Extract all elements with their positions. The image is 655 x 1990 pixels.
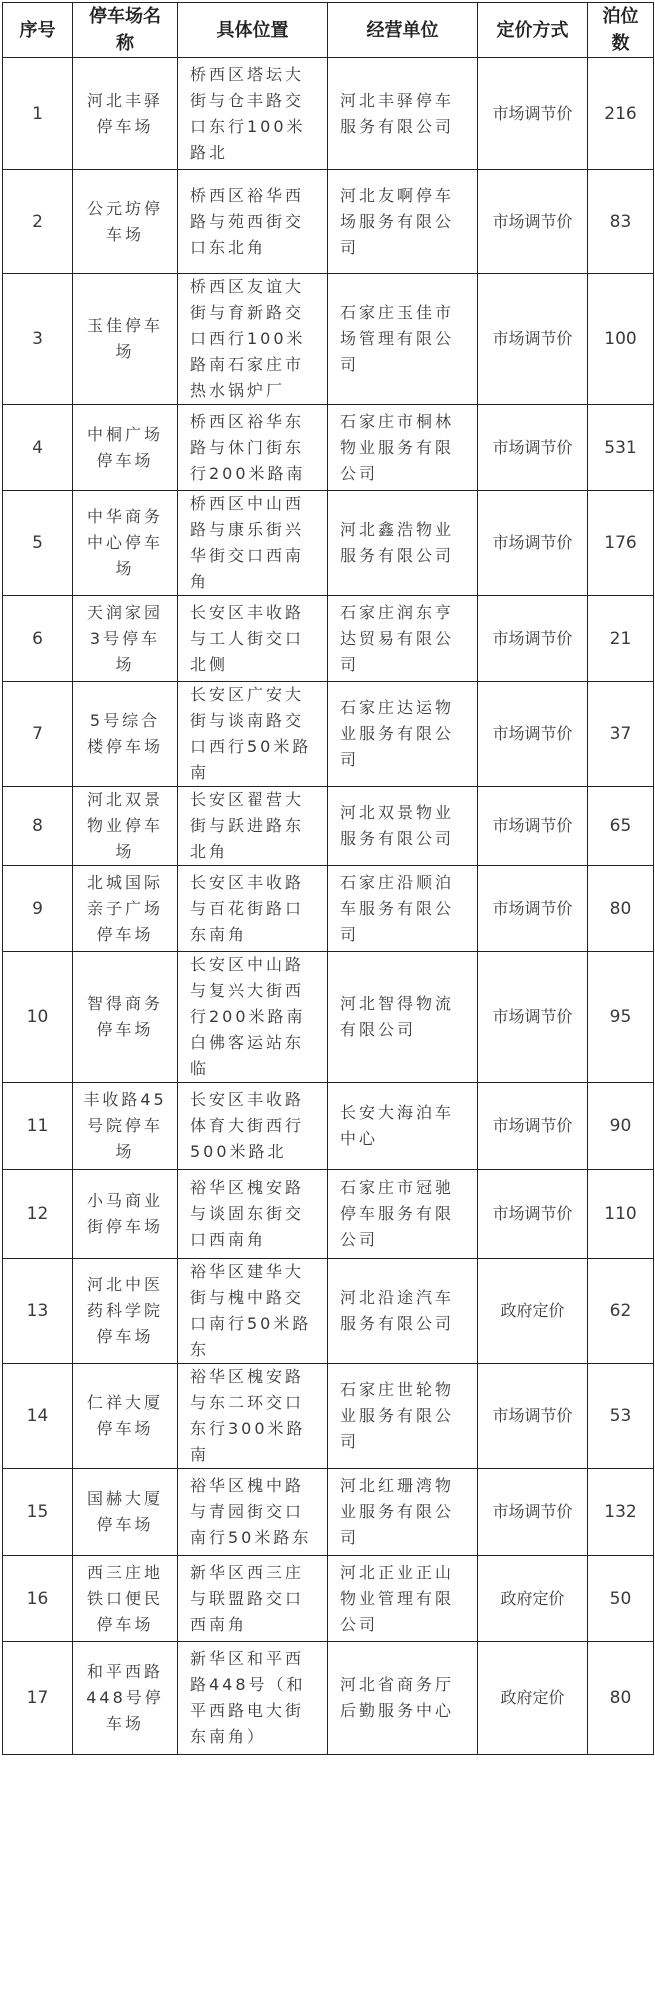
cell-spaces: 83: [588, 170, 654, 274]
cell-spaces: 80: [588, 1642, 654, 1755]
cell-serial: 16: [3, 1556, 73, 1642]
cell-operator: 石家庄玉佳市场管理有限公司: [328, 274, 478, 405]
header-location: 具体位置: [178, 3, 328, 58]
cell-pricing: 市场调节价: [478, 682, 588, 787]
cell-serial: 9: [3, 866, 73, 952]
cell-lot-name: 西三庄地铁口便民停车场: [73, 1556, 178, 1642]
cell-serial: 15: [3, 1469, 73, 1556]
cell-location: 长安区丰收路体育大街西行500米路北: [178, 1083, 328, 1170]
table-row: [3, 787, 654, 866]
table-row: [3, 596, 654, 682]
table-row: [3, 1556, 654, 1642]
cell-lot-name: 北城国际亲子广场停车场: [73, 866, 178, 952]
cell-location: 长安区丰收路与百花街路口东南角: [178, 866, 328, 952]
cell-pricing: 政府定价: [478, 1556, 588, 1642]
cell-lot-name: 河北中医药科学院停车场: [73, 1259, 178, 1364]
cell-location: 裕华区建华大街与槐中路交口南行50米路东: [178, 1259, 328, 1364]
cell-serial: 14: [3, 1364, 73, 1469]
cell-lot-name: 河北双景物业停车场: [73, 787, 178, 866]
cell-lot-name: 天润家园3号停车场: [73, 596, 178, 682]
table-row: [3, 274, 654, 405]
cell-lot-name: 小马商业街停车场: [73, 1170, 178, 1259]
cell-operator: 长安大海泊车中心: [328, 1083, 478, 1170]
cell-pricing: 市场调节价: [478, 596, 588, 682]
cell-serial: 1: [3, 58, 73, 170]
cell-operator: 石家庄市冠驰停车服务有限公司: [328, 1170, 478, 1259]
cell-location: 长安区广安大街与谈南路交口西行50米路南: [178, 682, 328, 787]
cell-pricing: 市场调节价: [478, 491, 588, 596]
cell-pricing: 市场调节价: [478, 787, 588, 866]
cell-spaces: 176: [588, 491, 654, 596]
cell-lot-name: 公元坊停车场: [73, 170, 178, 274]
cell-pricing: 市场调节价: [478, 1083, 588, 1170]
cell-serial: 2: [3, 170, 73, 274]
cell-operator: 河北省商务厅后勤服务中心: [328, 1642, 478, 1755]
table-row: [3, 1259, 654, 1364]
cell-lot-name: 和平西路448号停车场: [73, 1642, 178, 1755]
cell-location: 新华区和平西路448号（和平西路电大街东南角）: [178, 1642, 328, 1755]
cell-lot-name: 丰收路45号院停车场: [73, 1083, 178, 1170]
cell-lot-name: 中桐广场停车场: [73, 405, 178, 491]
cell-location: 桥西区塔坛大街与仓丰路交口东行100米路北: [178, 58, 328, 170]
cell-spaces: 95: [588, 952, 654, 1083]
cell-operator: 河北鑫浩物业服务有限公司: [328, 491, 478, 596]
table-row: [3, 1170, 654, 1259]
cell-operator: 河北沿途汽车服务有限公司: [328, 1259, 478, 1364]
table-row: [3, 1083, 654, 1170]
cell-spaces: 65: [588, 787, 654, 866]
cell-serial: 4: [3, 405, 73, 491]
cell-lot-name: 河北丰驿停车场: [73, 58, 178, 170]
cell-location: 长安区翟营大街与跃进路东北角: [178, 787, 328, 866]
cell-operator: 河北红珊湾物业服务有限公司: [328, 1469, 478, 1556]
cell-spaces: 50: [588, 1556, 654, 1642]
cell-spaces: 531: [588, 405, 654, 491]
cell-spaces: 53: [588, 1364, 654, 1469]
cell-pricing: 市场调节价: [478, 1469, 588, 1556]
cell-serial: 13: [3, 1259, 73, 1364]
cell-spaces: 90: [588, 1083, 654, 1170]
cell-pricing: 市场调节价: [478, 274, 588, 405]
cell-spaces: 100: [588, 274, 654, 405]
table-row: [3, 1642, 654, 1755]
cell-pricing: 市场调节价: [478, 1364, 588, 1469]
parking-lot-table: [2, 2, 654, 1755]
cell-lot-name: 国赫大厦停车场: [73, 1469, 178, 1556]
cell-location: 裕华区槐安路与谈固东街交口西南角: [178, 1170, 328, 1259]
header-lot-name: 停车场名称: [73, 3, 178, 58]
cell-lot-name: 智得商务停车场: [73, 952, 178, 1083]
table-row: [3, 491, 654, 596]
cell-lot-name: 中华商务中心停车场: [73, 491, 178, 596]
table-header-row: [3, 3, 654, 58]
table-row: [3, 682, 654, 787]
cell-operator: 河北正业正山物业管理有限公司: [328, 1556, 478, 1642]
cell-operator: 石家庄沿顺泊车服务有限公司: [328, 866, 478, 952]
header-operator: 经营单位: [328, 3, 478, 58]
cell-serial: 10: [3, 952, 73, 1083]
cell-pricing: 市场调节价: [478, 405, 588, 491]
cell-pricing: 市场调节价: [478, 952, 588, 1083]
cell-serial: 7: [3, 682, 73, 787]
cell-pricing: 市场调节价: [478, 866, 588, 952]
cell-serial: 5: [3, 491, 73, 596]
cell-serial: 12: [3, 1170, 73, 1259]
cell-operator: 河北友啊停车场服务有限公司: [328, 170, 478, 274]
cell-spaces: 132: [588, 1469, 654, 1556]
cell-spaces: 110: [588, 1170, 654, 1259]
cell-pricing: 市场调节价: [478, 1170, 588, 1259]
cell-serial: 3: [3, 274, 73, 405]
table-row: [3, 866, 654, 952]
header-serial: 序号: [3, 3, 73, 58]
cell-serial: 11: [3, 1083, 73, 1170]
cell-pricing: 政府定价: [478, 1259, 588, 1364]
cell-spaces: 37: [588, 682, 654, 787]
cell-location: 桥西区友谊大街与育新路交口西行100米路南石家庄市热水锅炉厂: [178, 274, 328, 405]
cell-location: 长安区中山路与复兴大街西行200米路南白佛客运站东临: [178, 952, 328, 1083]
table-row: [3, 405, 654, 491]
table-row: [3, 58, 654, 170]
table-row: [3, 952, 654, 1083]
cell-lot-name: 5号综合楼停车场: [73, 682, 178, 787]
cell-spaces: 216: [588, 58, 654, 170]
cell-location: 桥西区裕华东路与休门街东行200米路南: [178, 405, 328, 491]
header-pricing: 定价方式: [478, 3, 588, 58]
cell-spaces: 62: [588, 1259, 654, 1364]
cell-serial: 6: [3, 596, 73, 682]
header-spaces: 泊位数: [588, 3, 654, 58]
table-row: [3, 1469, 654, 1556]
cell-operator: 石家庄世轮物业服务有限公司: [328, 1364, 478, 1469]
cell-serial: 8: [3, 787, 73, 866]
cell-location: 裕华区槐中路与青园街交口南行50米路东: [178, 1469, 328, 1556]
table-row: [3, 170, 654, 274]
cell-operator: 河北丰驿停车服务有限公司: [328, 58, 478, 170]
cell-pricing: 市场调节价: [478, 170, 588, 274]
cell-lot-name: 玉佳停车场: [73, 274, 178, 405]
cell-location: 裕华区槐安路与东二环交口东行300米路南: [178, 1364, 328, 1469]
cell-operator: 石家庄市桐林物业服务有限公司: [328, 405, 478, 491]
cell-pricing: 政府定价: [478, 1642, 588, 1755]
cell-spaces: 21: [588, 596, 654, 682]
cell-operator: 石家庄润东亨达贸易有限公司: [328, 596, 478, 682]
cell-operator: 河北智得物流有限公司: [328, 952, 478, 1083]
cell-location: 桥西区中山西路与康乐街兴华街交口西南角: [178, 491, 328, 596]
cell-spaces: 80: [588, 866, 654, 952]
cell-serial: 17: [3, 1642, 73, 1755]
table-row: [3, 1364, 654, 1469]
cell-lot-name: 仁祥大厦停车场: [73, 1364, 178, 1469]
cell-location: 新华区西三庄与联盟路交口西南角: [178, 1556, 328, 1642]
cell-location: 桥西区裕华西路与苑西街交口东北角: [178, 170, 328, 274]
cell-operator: 石家庄达运物业服务有限公司: [328, 682, 478, 787]
cell-operator: 河北双景物业服务有限公司: [328, 787, 478, 866]
cell-pricing: 市场调节价: [478, 58, 588, 170]
cell-location: 长安区丰收路与工人街交口北侧: [178, 596, 328, 682]
